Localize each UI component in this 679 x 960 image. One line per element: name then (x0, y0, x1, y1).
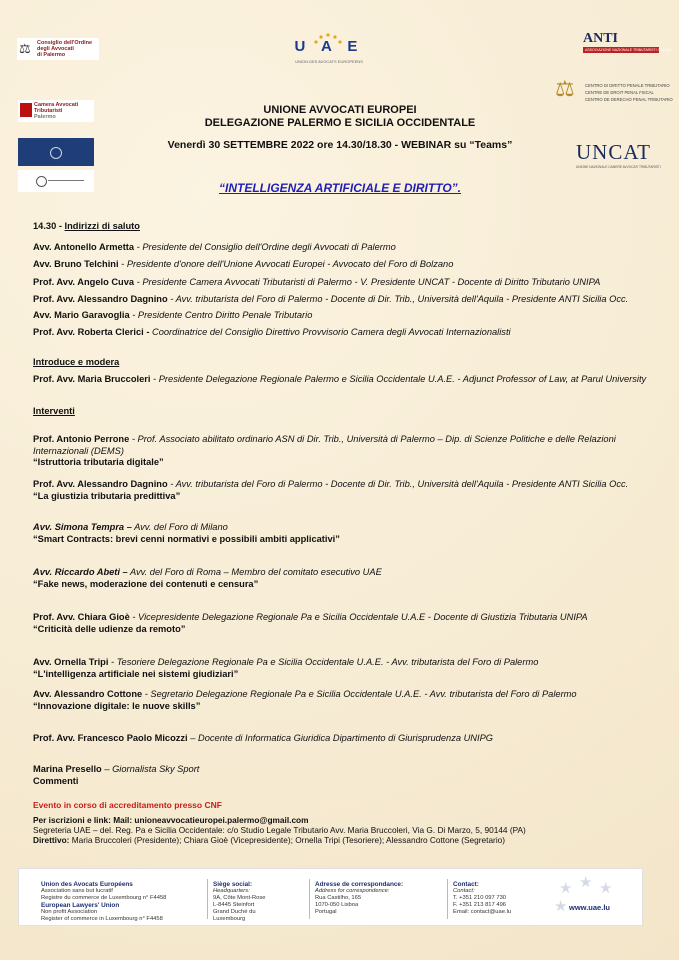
footer-col-correspondence: Adresse de correspondance: Address for correspondence: Rua Castilho, 165 1070-050 Lisboa Portugal (315, 881, 404, 915)
intervento-item: Avv. Riccardo Abeti – Avv. del Foro di Roma – Membro del comitato esecutivo UAE “Fake news, moderazione dei contenuti e censura” (33, 567, 658, 590)
star-icon: ★ (599, 880, 613, 897)
intervento-item: Marina Presello – Giornalista Sky Sport Commenti (33, 764, 658, 787)
saluto-item: Avv. Antonello Armetta - Presidente del Consiglio dell'Ordine degli Avvocati di Palermo (33, 242, 396, 252)
saluto-label: Indirizzi di saluto (64, 221, 140, 231)
header-line1: UNIONE AVVOCATI EUROPEI (263, 104, 417, 116)
intervento-topic: Commenti (33, 775, 79, 786)
footer-uae (18, 868, 643, 926)
star-icon: ★ (579, 874, 593, 891)
logo-ordine-line1: Consiglio dell'Ordine (37, 40, 93, 46)
logo-uae (278, 32, 380, 72)
logo-anti (583, 31, 672, 53)
saluto-item: Prof. Avv. Angelo Cuva - Presidente Camera Avvocati Tributaristi di Palermo - V. Presidente UNCAT - Docente di Diritto Tributario UNIPA (33, 277, 601, 287)
scales-icon: ⚖ (19, 41, 31, 56)
intervento-item: Prof. Antonio Perrone - Prof. Associato abilitato ordinario ASN di Dir. Trib., Università di Palermo – Dip. di Scienze Politiche e delle Relazioni Internazionali (DEMS) “Istruttoria tributaria digitale” (33, 434, 633, 469)
intervento-topic: “L'intelligenza artificiale nei sistemi giudiziari” (33, 668, 239, 679)
logo-ordine-line3: di Palermo (37, 52, 66, 58)
star-icon: ★ (559, 880, 573, 897)
footer-website[interactable]: www.uae.lu (569, 903, 610, 912)
logo-ordine-line2: degli Avvocati (37, 46, 74, 52)
header-line2: DELEGAZIONE PALERMO E SICILIA OCCIDENTALE (204, 117, 476, 129)
intervento-topic: “La giustizia tributaria predittiva” (33, 490, 181, 501)
intervento-item: Avv. Alessandro Cottone - Segretario Delegazione Regionale Pa e Sicilia Occidentale U.A.E. - Avv. tributarista del Foro di Palermo “Innovazione digitale: le nuove skills” (33, 689, 658, 712)
logo-white-box (18, 170, 94, 192)
intervento-topic: “Innovazione digitale: le nuove skills” (33, 700, 201, 711)
camera-line2: Tributaristi (34, 108, 63, 114)
uncat-subtitle: UNIONE NAZIONALE CAMERE AVVOCATI TRIBUTARISTI (576, 165, 661, 169)
seal-icon (50, 147, 62, 159)
camera-emblem-icon (20, 103, 32, 117)
seal-small-icon (36, 176, 47, 187)
intervento-item: Prof. Avv. Francesco Paolo Micozzi – Docente di Informatica Giuridica Dipartimento di Giurisprudenza UNIPG (33, 733, 494, 743)
logo-ordine-avvocati-palermo (17, 38, 99, 60)
intervento-topic: “Fake news, moderazione dei contenuti e censura” (33, 578, 259, 589)
footer-col-headquarters: Siège social: Headquarters: 9A, Côte Mont-Rose L-8445 Steinfort Grand Duché du Luxembourg (213, 881, 266, 922)
intervento-topic: “Istruttoria tributaria digitale” (33, 457, 164, 467)
header-line3: Venerdì 30 SETTEMBRE 2022 ore 14.30/18.30 - WEBINAR su “Teams” (167, 139, 513, 151)
iscrizioni-email[interactable]: Per iscrizioni e link: Mail: unioneavvocatieuropei.palermo@gmail.com (33, 815, 309, 825)
centro-line1: CENTRO DI DIRITTO PENALE TRIBUTARIO (585, 83, 670, 88)
uae-subtitle: UNION DES AVOCATS EUROPEENS (295, 59, 363, 64)
logo-dark-blue-box (18, 138, 94, 166)
accreditamento-note: Evento in corso di accreditamento presso CNF (33, 800, 222, 810)
intervento-topic: “Smart Contracts: brevi cenni normativi e possibili ambiti applicativi” (33, 533, 340, 544)
centro-scales-icon: ⚖ (555, 76, 575, 101)
anti-subtitle: ASSOCIAZIONE NAZIONALE TRIBUTARISTI ITALIANI (585, 48, 672, 52)
centro-line3: CENTRO DE DERECHO PENAL TRIBUTARIO (585, 97, 673, 102)
intervento-item: Avv. Simona Tempra – Avv. del Foro di Milano “Smart Contracts: brevi cenni normativi e possibili ambiti applicativi” (33, 522, 658, 545)
modera-item: Prof. Avv. Maria Bruccoleri - Presidente Delegazione Regionale Palermo e Sicilia Occidentale U.A.E. - Adjunct Professor of Law, at Parul University (33, 374, 647, 384)
saluto-item: Avv. Mario Garavoglia - Presidente Centro Diritto Penale Tributario (33, 310, 313, 320)
saluto-item: Prof. Avv. Roberta Clerici - Coordinatrice del Consiglio Direttivo Provvisorio Camera degli Avvocati Internazionalisti (33, 327, 511, 337)
saluto-item: Prof. Avv. Alessandro Dagnino - Avv. tributarista del Foro di Palermo - Docente di Dir. Trib., Università dell'Aquila - Presidente ANTI Sicilia Occ. (33, 294, 629, 304)
direttivo-line: Direttivo: Maria Bruccoleri (Presidente); Chiara Gioè (Vicepresidente); Ornella Tripi (Tesoriere); Alessandro Cottone (Segretario) (33, 835, 506, 845)
saluto-time: 14.30 - (33, 221, 65, 231)
intervento-item: Prof. Avv. Alessandro Dagnino - Avv. tributarista del Foro di Palermo - Docente di Dir. Trib., Università dell'Aquila - Presidente ANTI Sicilia Occ. “La giustizia tributaria predittiva” (33, 479, 658, 502)
centro-line2: CENTRE DE DROIT PENAL FISCAL (585, 90, 654, 95)
intervento-item: Avv. Ornella Tripi - Tesoriere Delegazione Regionale Pa e Sicilia Occidentale U.A.E. - Avv. tributarista del Foro di Palermo “L'intelligenza artificiale nei sistemi giudiziari” (33, 657, 658, 680)
modera-heading: Introduce e modera (33, 357, 120, 367)
anti-text: ANTI (583, 31, 619, 46)
uae-letters: U A E (294, 38, 364, 55)
interventi-heading: Interventi (33, 406, 75, 416)
footer-col-association: Union des Avocats Européens Association sans but lucratif Registre du commerce de Luxembourg n° F4458 European Lawyers' Union Non profit Association Register of commerce in Luxembourg n° F4458 (41, 881, 167, 922)
uncat-text: UNCAT (576, 140, 652, 164)
event-title: “INTELLIGENZA ARTIFICIALE E DIRITTO”. (219, 181, 461, 195)
intervento-item: Prof. Avv. Chiara Gioè - Vicepresidente Delegazione Regionale Pa e Sicilia Occidentale U.A.E - Docente di Giustizia Tributaria UNIPA “Criticità delle udienze da remoto” (33, 612, 658, 635)
segreteria-address: Segreteria UAE – del. Reg. Pa e Sicilia Occidentale: c/o Studio Legale Tributario Avv. Maria Bruccoleri, Via G. Di Marzo, 5, 90144 (PA) (33, 825, 526, 835)
camera-line1: Camera Avvocati (34, 102, 79, 108)
saluto-heading (33, 221, 658, 233)
logo-camera-avvocati-tributaristi (18, 100, 94, 122)
camera-line3: Palermo (34, 114, 56, 120)
intervento-topic: “Criticità delle udienze da remoto” (33, 623, 186, 634)
star-icon: ★ (554, 898, 568, 915)
saluto-item: Avv. Bruno Telchini - Presidente d'onore dell'Unione Avvocati Europei - Avvocato del Foro di Bolzano (33, 259, 454, 269)
logo-uncat (576, 140, 660, 170)
footer-col-contact: Contact: Contact: T. +351 210 097 730 F. +351 213 817 496 Email: contact@uae.lu (453, 881, 512, 915)
logo-centro-diritto-penale (555, 72, 673, 114)
